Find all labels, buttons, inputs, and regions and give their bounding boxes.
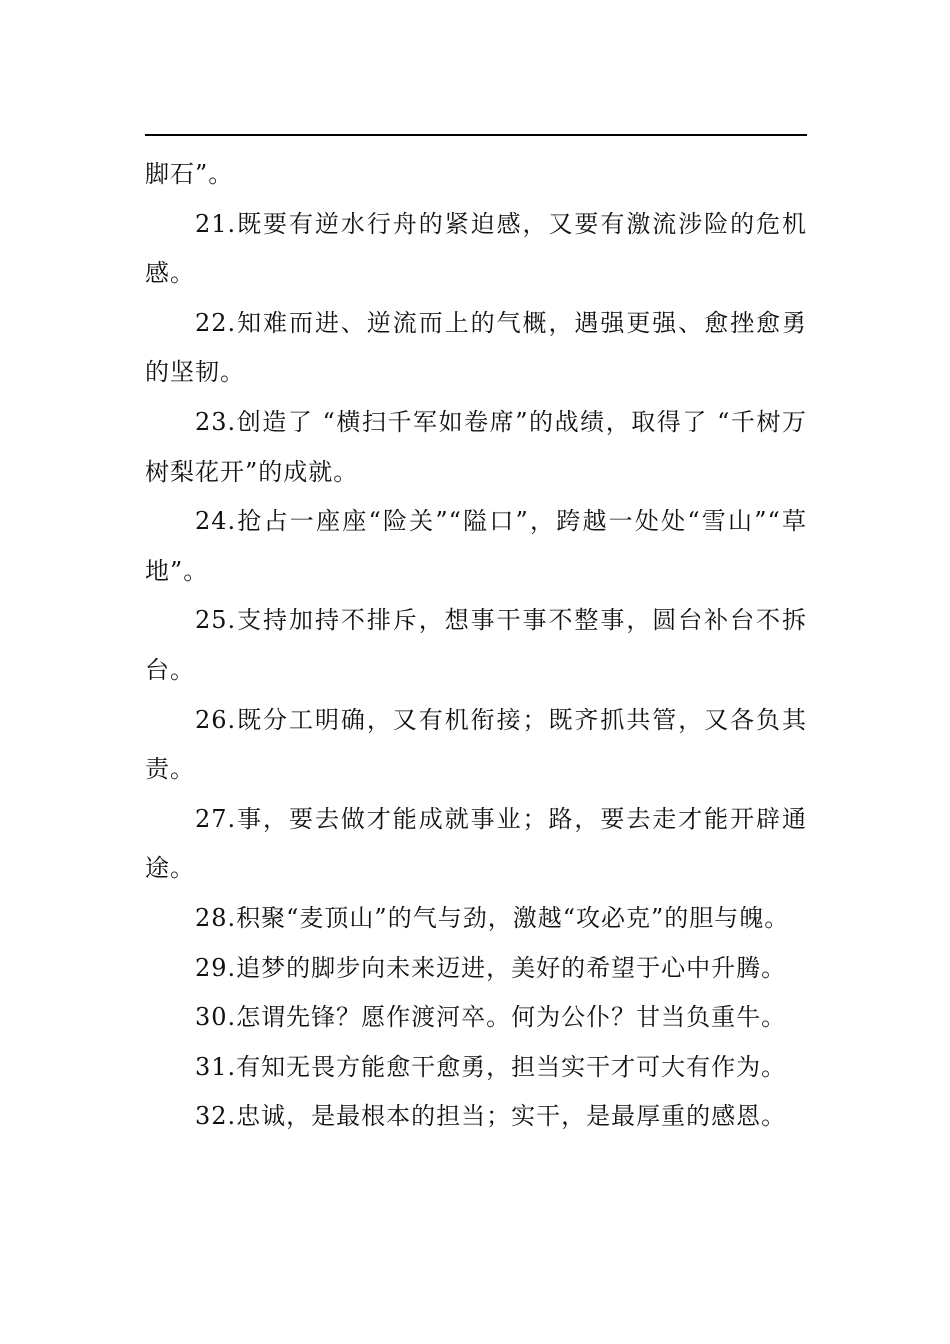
header-rule xyxy=(145,134,807,136)
paragraph-item-24: 24.抢占一座座“险关”“隘口”，跨越一处处“雪山”“草地”。 xyxy=(145,507,807,585)
paragraph-item-28: 28.积聚“麦顶山”的气与劲，激越“攻必克”的胆与魄。 xyxy=(195,903,790,932)
paragraph-item-30: 30.怎谓先锋？愿作渡河卒。何为公仆？甘当负重牛。 xyxy=(195,1003,787,1032)
paragraph-item-23: 23.创造了 “横扫千军如卷席”的战绩，取得了 “千树万树梨花开”的成就。 xyxy=(145,407,807,486)
paragraph-item-22: 22.知难而进、逆流而上的气概，遇强更强、愈挫愈勇的坚韧。 xyxy=(145,308,807,387)
paragraph-item-21: 21.既要有逆水行舟的紧迫感，又要有激流涉险的危机感。 xyxy=(145,209,807,288)
paragraph-item-26: 26.既分工明确，又有机衔接；既齐抓共管，又各负其责。 xyxy=(145,705,807,784)
paragraph-item-25: 25.支持加持不排斥，想事干事不整事，圆台补台不拆台。 xyxy=(145,606,807,684)
paragraph-item-32: 32.忠诚，是最根本的担当；实干，是最厚重的感恩。 xyxy=(195,1102,787,1131)
paragraph-continuation: 脚石”。 xyxy=(145,160,234,188)
paragraph-item-31: 31.有知无畏方能愈干愈勇，担当实干才可大有作为。 xyxy=(195,1052,787,1081)
document-body xyxy=(145,150,807,1142)
paragraph-item-27: 27.事，要去做才能成就事业；路，要去走才能开辟通途。 xyxy=(145,804,807,883)
paragraph-item-29: 29.追梦的脚步向未来迈进，美好的希望于心中升腾。 xyxy=(195,953,787,982)
